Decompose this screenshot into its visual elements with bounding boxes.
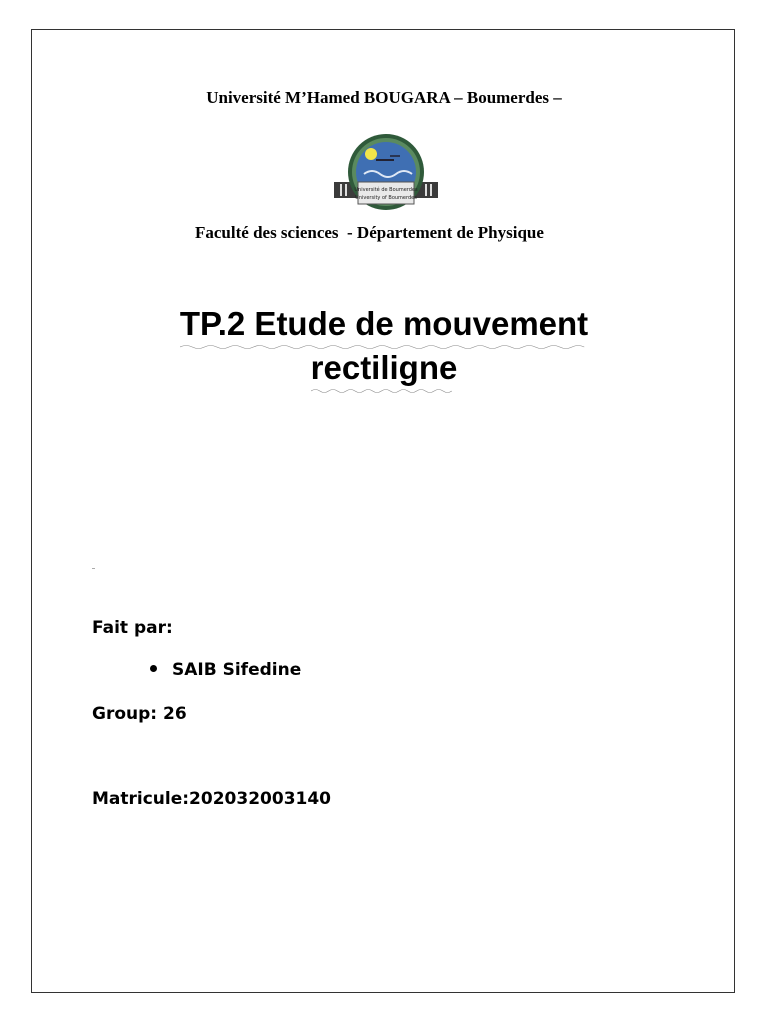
group-number: Group: 26 (92, 704, 187, 724)
title-line-2-text: rectiligne (310, 349, 458, 386)
title-line-1 (180, 302, 588, 346)
university-seal-icon (332, 130, 440, 214)
spellcheck-squiggle (311, 388, 458, 394)
logo-caption-line1: Université de Boumerdes (354, 187, 418, 193)
faculty-department: Faculté des sciences - Département de Physique (195, 223, 544, 242)
university-header: Université M’Hamed BOUGARA – Boumerdes – (206, 88, 562, 107)
made-by-label: Fait par: (92, 618, 173, 638)
author-list-item (150, 660, 301, 680)
author-name: SAIB Sifedine (172, 660, 302, 680)
document-title (0, 302, 768, 390)
title-line-2 (311, 346, 458, 390)
university-logo (332, 130, 440, 214)
stray-mark (92, 568, 95, 569)
logo-caption-line2: University of Boumerdes (355, 195, 417, 201)
title-line-1-text: TP.2 Etude de mouvement (179, 305, 589, 342)
student-id: Matricule:202032003140 (92, 789, 332, 809)
bullet-icon (150, 665, 157, 672)
